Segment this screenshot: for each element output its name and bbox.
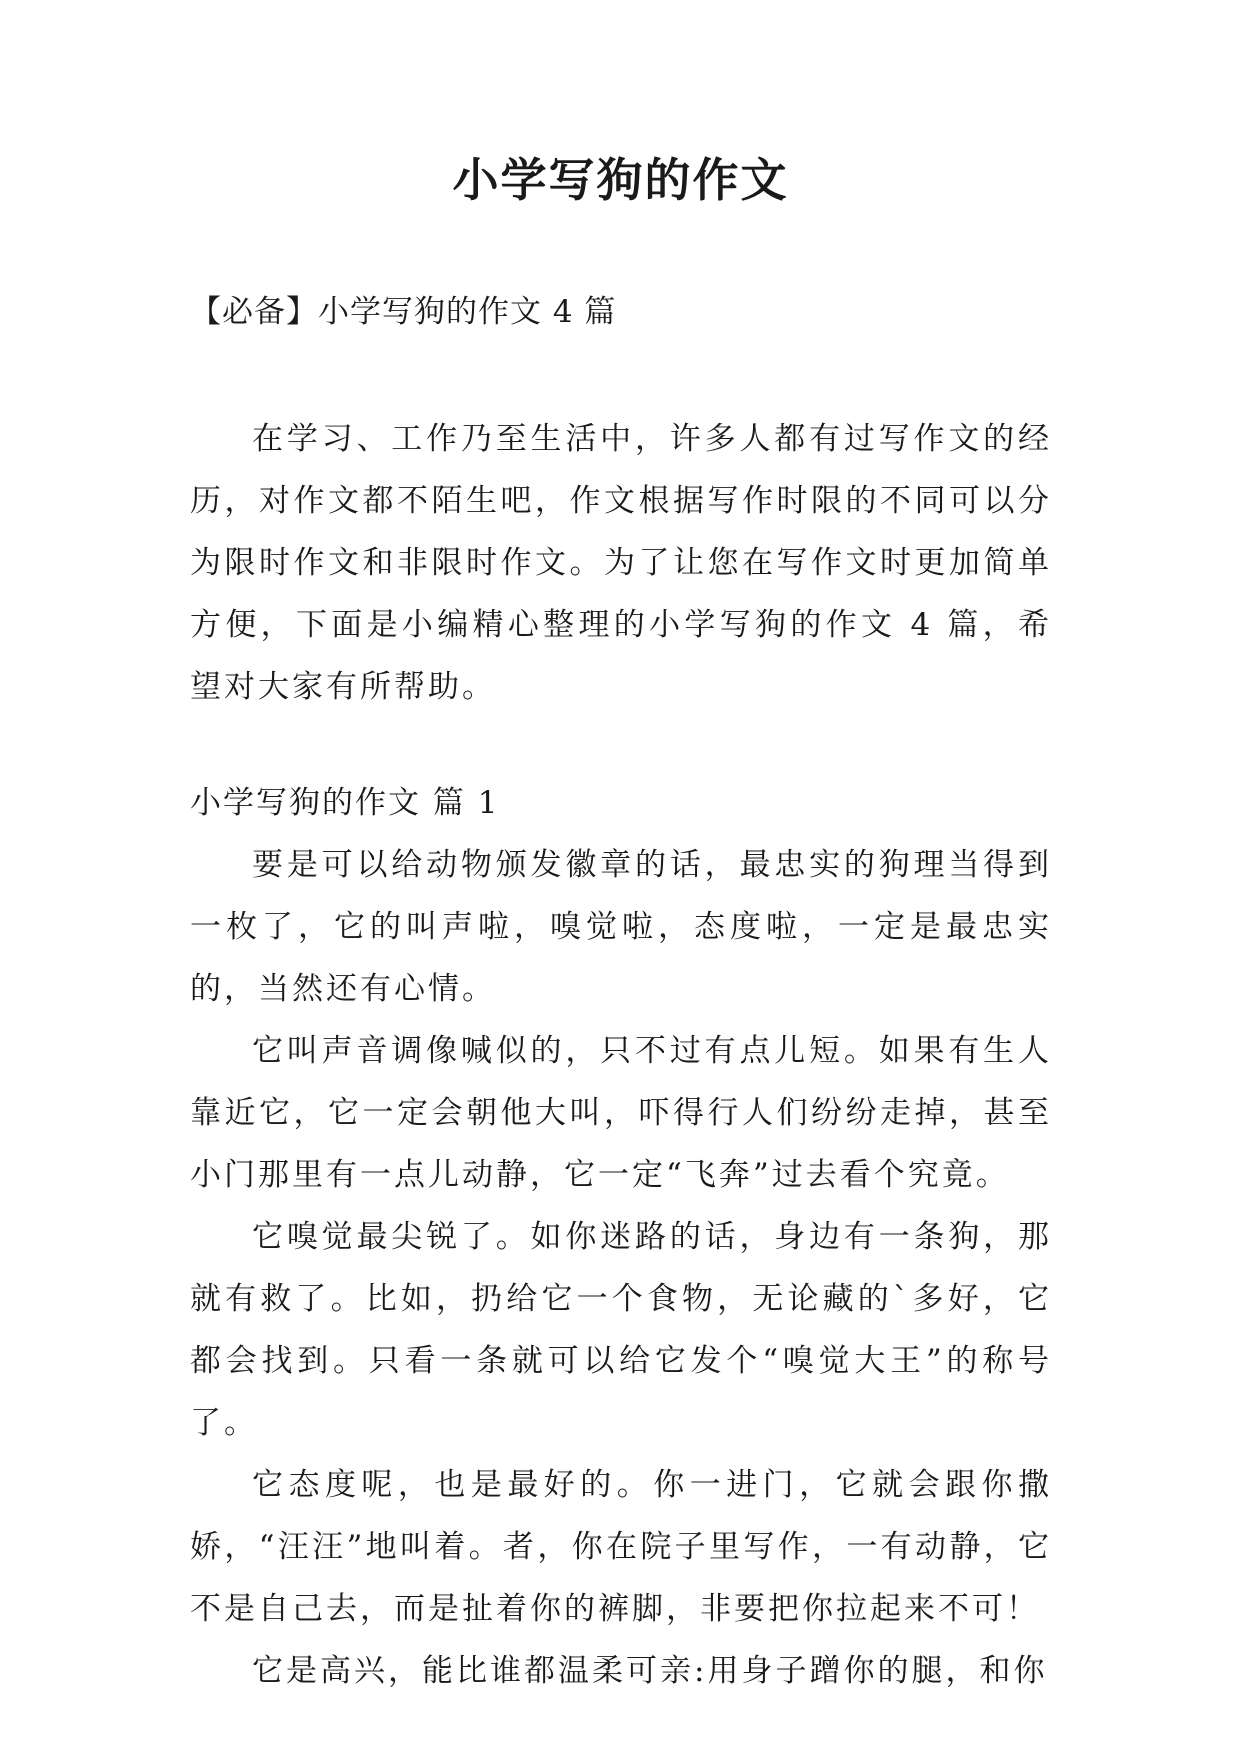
- body-paragraph: 要是可以给动物颁发徽章的话，最忠实的狗理当得到一枚了，它的叫声啦，嗅觉啦，态度啦，一定是最忠实的，当然还有心情。: [190, 847, 1052, 1007]
- document-subtitle: 【必备】小学写狗的作文 4 篇: [190, 294, 617, 330]
- body-paragraph: 它嗅觉最尖锐了。如你迷路的话，身边有一条狗，那就有救了。比如，扔给它一个食物，无论藏的`多好，它都会找到。只看一条就可以给它发个“嗅觉大王”的称号了。: [190, 1219, 1052, 1441]
- document-body: [190, 408, 1052, 1702]
- intro-paragraph: 在学习、工作乃至生活中，许多人都有过写作文的经历，对作文都不陌生吧，作文根据写作时限的不同可以分为限时作文和非限时作文。为了让您在写作文时更加简单方便，下面是小编精心整理的小学写狗的作文 4 篇，希望对大家有所帮助。: [190, 421, 1052, 705]
- section-heading: 小学写狗的作文 篇 1: [190, 785, 500, 821]
- document-title: 小学写狗的作文: [452, 153, 789, 207]
- body-paragraph: 它是高兴，能比谁都温柔可亲:用身子蹭你的腿，和你: [252, 1653, 1048, 1689]
- body-paragraph: 它态度呢，也是最好的。你一进门，它就会跟你撒娇，“汪汪”地叫着。者，你在院子里写作，一有动静，它不是自己去，而是扯着你的裤脚，非要把你拉起来不可！: [190, 1467, 1052, 1627]
- body-paragraph: 它叫声音调像喊似的，只不过有点儿短。如果有生人靠近它，它一定会朝他大叫，吓得行人们纷纷走掉，甚至小门那里有一点儿动静，它一定“飞奔”过去看个究竟。: [190, 1033, 1052, 1193]
